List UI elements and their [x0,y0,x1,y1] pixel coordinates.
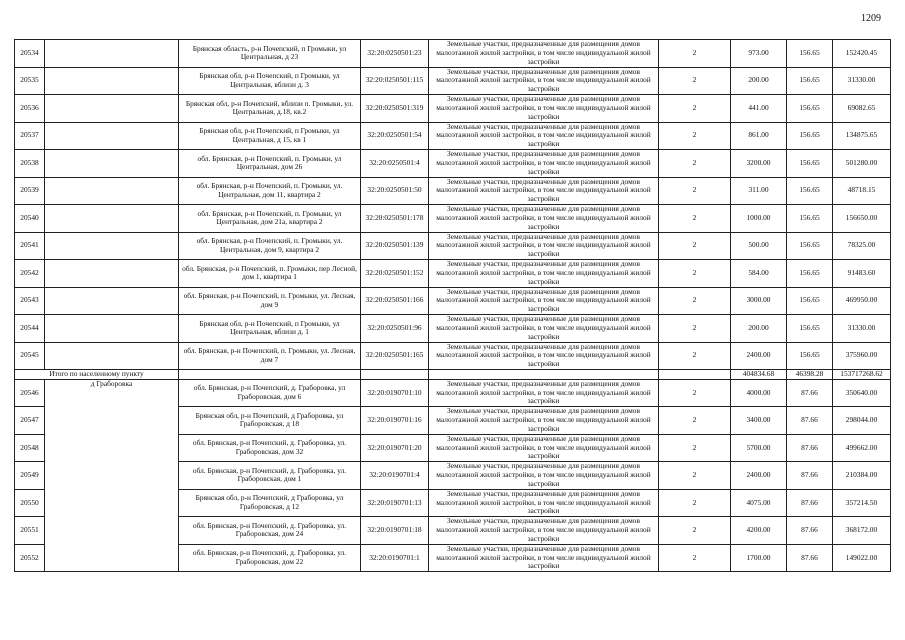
rate-cell: 156.65 [787,40,833,68]
cadastral-number-cell: 32:20:0250501:166 [361,287,429,315]
row-number-cell: 20538 [15,150,45,178]
rate-cell: 156.65 [787,287,833,315]
cadastral-number-cell: 32:20:0250501:96 [361,315,429,343]
table-row [15,67,891,95]
row-number-cell: 20549 [15,462,45,490]
land-use-cell: Земельные участки, предназначенные для размещения домов малоэтажной жилой застройки, в том числе индивидуальной жилой застройки [429,205,659,233]
area-cell: 2400.00 [731,342,787,370]
code-cell: 2 [659,205,731,233]
cadastral-number-cell: 32:20:0250501:319 [361,95,429,123]
cadastral-number-cell: 32:20:0250501:50 [361,177,429,205]
cadastral-number-cell: 32:20:0250501:165 [361,342,429,370]
blank-cell [179,370,361,380]
total-value-cell: 153717268.62 [833,370,891,380]
blank-cell [45,232,179,260]
value-cell: 31330.00 [833,315,891,343]
blank-cell [45,177,179,205]
address-cell: Брянская обл, р-н Почепский, п Громыки, ул Центральная, д 15, кв 1 [179,122,361,150]
table-row [15,342,891,370]
rate-cell: 156.65 [787,122,833,150]
value-cell: 31330.00 [833,67,891,95]
cadastral-number-cell: 32:20:0190701:18 [361,517,429,545]
address-cell: обл. Брянская, р-н Почепский, п. Громыки, пер Лесной, дом 1, квартира 1 [179,260,361,288]
land-use-cell: Земельные участки, предназначенные для размещения домов малоэтажной жилой застройки, в том числе индивидуальной жилой застройки [429,434,659,462]
total-area-cell: 404834.68 [731,370,787,380]
row-number-cell: 20537 [15,122,45,150]
row-number-cell: 20546 [15,379,45,407]
value-cell: 210384.00 [833,462,891,490]
cadastral-number-cell: 32:20:0250501:152 [361,260,429,288]
row-number-cell: 20548 [15,434,45,462]
row-number-cell: 20539 [15,177,45,205]
table-row [15,379,891,407]
area-cell: 5700.00 [731,434,787,462]
blank-cell [45,205,179,233]
blank-cell [659,370,731,380]
cadastral-number-cell: 32:20:0250501:4 [361,150,429,178]
table-row [15,40,891,68]
code-cell: 2 [659,379,731,407]
area-cell: 1700.00 [731,544,787,572]
value-cell: 368172.00 [833,517,891,545]
cadastral-number-cell: 32:20:0190701:4 [361,462,429,490]
blank-cell [45,95,179,123]
page-number: 1209 [861,13,881,24]
table-row [15,232,891,260]
area-cell: 3000.00 [731,287,787,315]
area-cell: 3400.00 [731,407,787,435]
address-cell: обл. Брянская, р-н Почепский, д. Граборовка, ул. Граборовская, дом 32 [179,434,361,462]
value-cell: 375960.00 [833,342,891,370]
rate-cell: 87.66 [787,517,833,545]
land-use-cell: Земельные участки, предназначенные для размещения домов малоэтажной жилой застройки, в том числе индивидуальной жилой застройки [429,122,659,150]
land-use-cell: Земельные участки, предназначенные для размещения домов малоэтажной жилой застройки, в том числе индивидуальной жилой застройки [429,177,659,205]
cadastral-number-cell: 32:20:0250501:178 [361,205,429,233]
row-number-cell: 20534 [15,40,45,68]
value-cell: 78325.00 [833,232,891,260]
address-cell: Брянская обл, р-н Почепский, п Громыки, ул Центральная, вблизи д. 1 [179,315,361,343]
blank-cell [45,315,179,343]
row-number-cell: 20552 [15,544,45,572]
blank-cell [429,370,659,380]
value-cell: 149022.00 [833,544,891,572]
cadastral-number-cell: 32:20:0190701:10 [361,379,429,407]
code-cell: 2 [659,544,731,572]
area-cell: 2400.00 [731,462,787,490]
land-registry-table [14,39,891,572]
land-use-cell: Земельные участки, предназначенные для размещения домов малоэтажной жилой застройки, в том числе индивидуальной жилой застройки [429,67,659,95]
row-number-cell: 20547 [15,407,45,435]
code-cell: 2 [659,407,731,435]
table-row [15,95,891,123]
address-cell: обл. Брянская, р-н Почепский, п. Громыки, ул. Лесная, дом 9 [179,287,361,315]
row-number-cell: 20543 [15,287,45,315]
rate-cell: 87.66 [787,544,833,572]
land-use-cell: Земельные участки, предназначенные для размещения домов малоэтажной жилой застройки, в том числе индивидуальной жилой застройки [429,342,659,370]
code-cell: 2 [659,40,731,68]
value-cell: 134875.65 [833,122,891,150]
total-row [15,370,891,380]
total-rate-cell: 46398.28 [787,370,833,380]
rate-cell: 87.66 [787,434,833,462]
code-cell: 2 [659,122,731,150]
value-cell: 350640.00 [833,379,891,407]
cadastral-number-cell: 32:20:0250501:23 [361,40,429,68]
area-cell: 861.00 [731,122,787,150]
row-number-cell: 20551 [15,517,45,545]
address-cell: обл. Брянская, р-н Почепский, п. Громыки, ул. Центральная, дом 11, квартира 2 [179,177,361,205]
code-cell: 2 [659,342,731,370]
area-cell: 500.00 [731,232,787,260]
code-cell: 2 [659,287,731,315]
area-cell: 4200.00 [731,517,787,545]
value-cell: 152420.45 [833,40,891,68]
table-row [15,150,891,178]
address-cell: обл. Брянская, р-н Почепский, п. Громыки, ул Центральная, дом 26 [179,150,361,178]
address-cell: обл. Брянская, р-н Почепский, д. Граборовка, ул Граборовская, дом 6 [179,379,361,407]
row-number-cell: 20542 [15,260,45,288]
row-number-cell: 20541 [15,232,45,260]
rate-cell: 156.65 [787,177,833,205]
address-cell: обл. Брянская, р-н Почепский, п. Громыки, ул. Центральная, дом 9, квартира 2 [179,232,361,260]
land-use-cell: Земельные участки, предназначенные для размещения домов малоэтажной жилой застройки, в том числе индивидуальной жилой застройки [429,315,659,343]
blank-cell [45,122,179,150]
blank-cell [45,150,179,178]
address-cell: обл. Брянская, р-н Почепский, д. Граборовка, ул. Граборовская, дом 22 [179,544,361,572]
cadastral-number-cell: 32:20:0190701:20 [361,434,429,462]
address-cell: Брянская область, р-н Почепский, п Громыки, ул Центральная, д 23 [179,40,361,68]
address-cell: Брянская обл, р-н Почепский, п Громыки, ул Центральная, вблизи д. 3 [179,67,361,95]
value-cell: 48718.15 [833,177,891,205]
rate-cell: 156.65 [787,205,833,233]
land-use-cell: Земельные участки, предназначенные для размещения домов малоэтажной жилой застройки, в том числе индивидуальной жилой застройки [429,260,659,288]
area-cell: 1000.00 [731,205,787,233]
table-row [15,205,891,233]
code-cell: 2 [659,232,731,260]
address-cell: обл. Брянская, р-н Почепский, д. Граборовка, ул. Граборовская, дом 24 [179,517,361,545]
cadastral-number-cell: 32:20:0250501:139 [361,232,429,260]
land-use-cell: Земельные участки, предназначенные для размещения домов малоэтажной жилой застройки, в том числе индивидуальной жилой застройки [429,40,659,68]
code-cell: 2 [659,150,731,178]
table-row [15,177,891,205]
cadastral-number-cell: 32:20:0190701:13 [361,489,429,517]
rate-cell: 156.65 [787,232,833,260]
area-cell: 311.00 [731,177,787,205]
rate-cell: 156.65 [787,67,833,95]
blank-cell [45,287,179,315]
code-cell: 2 [659,462,731,490]
cadastral-number-cell: 32:20:0190701:1 [361,544,429,572]
code-cell: 2 [659,95,731,123]
value-cell: 501280.00 [833,150,891,178]
value-cell: 91483.60 [833,260,891,288]
row-number-cell: 20535 [15,67,45,95]
area-cell: 4075.00 [731,489,787,517]
cadastral-number-cell: 32:20:0250501:115 [361,67,429,95]
area-cell: 3200.00 [731,150,787,178]
row-number-cell: 20544 [15,315,45,343]
land-use-cell: Земельные участки, предназначенные для размещения домов малоэтажной жилой застройки, в том числе индивидуальной жилой застройки [429,489,659,517]
total-label-cell: Итого по населенному пункту [15,370,179,380]
code-cell: 2 [659,177,731,205]
address-cell: обл. Брянская, р-н Почепский, п. Громыки, ул. Лесная, дом 7 [179,342,361,370]
land-use-cell: Земельные участки, предназначенные для размещения домов малоэтажной жилой застройки, в том числе индивидуальной жилой застройки [429,407,659,435]
blank-cell [45,67,179,95]
rate-cell: 87.66 [787,407,833,435]
code-cell: 2 [659,67,731,95]
code-cell: 2 [659,434,731,462]
area-cell: 4000.00 [731,379,787,407]
land-use-cell: Земельные участки, предназначенные для размещения домов малоэтажной жилой застройки, в том числе индивидуальной жилой застройки [429,517,659,545]
table-row [15,315,891,343]
land-use-cell: Земельные участки, предназначенные для размещения домов малоэтажной жилой застройки, в том числе индивидуальной жилой застройки [429,287,659,315]
rate-cell: 156.65 [787,342,833,370]
land-use-cell: Земельные участки, предназначенные для размещения домов малоэтажной жилой застройки, в том числе индивидуальной жилой застройки [429,462,659,490]
row-number-cell: 20545 [15,342,45,370]
address-cell: Брянская обл, р-н Почепский, д Граборовка, ул Граборовская, д 18 [179,407,361,435]
land-use-cell: Земельные участки, предназначенные для размещения домов малоэтажной жилой застройки, в том числе индивидуальной жилой застройки [429,150,659,178]
row-number-cell: 20540 [15,205,45,233]
address-cell: Брянская обл, р-н Почепский, д Граборовка, ул Граборовская, д 12 [179,489,361,517]
address-cell: обл. Брянская, р-н Почепский, п. Громыки, ул Центральная, дом 21а, квартира 2 [179,205,361,233]
value-cell: 298044.00 [833,407,891,435]
table-row [15,287,891,315]
table-row [15,260,891,288]
area-cell: 200.00 [731,315,787,343]
address-cell: обл. Брянская, р-н Почепский, д. Граборовка, ул. Граборовская, дом 1 [179,462,361,490]
rate-cell: 87.66 [787,489,833,517]
blank-cell [45,260,179,288]
cadastral-number-cell: 32:20:0190701:16 [361,407,429,435]
land-use-cell: Земельные участки, предназначенные для размещения домов малоэтажной жилой застройки, в том числе индивидуальной жилой застройки [429,544,659,572]
row-number-cell: 20550 [15,489,45,517]
address-cell: Брянская обл, р-н Почепский, вблизи п. Громыки, ул. Центральная, д.18, кв.2 [179,95,361,123]
code-cell: 2 [659,517,731,545]
area-cell: 973.00 [731,40,787,68]
area-cell: 200.00 [731,67,787,95]
rate-cell: 156.65 [787,260,833,288]
rate-cell: 156.65 [787,150,833,178]
code-cell: 2 [659,260,731,288]
area-cell: 584.00 [731,260,787,288]
land-use-cell: Земельные участки, предназначенные для размещения домов малоэтажной жилой застройки, в том числе индивидуальной жилой застройки [429,232,659,260]
land-use-cell: Земельные участки, предназначенные для размещения домов малоэтажной жилой застройки, в том числе индивидуальной жилой застройки [429,379,659,407]
settlement-name-cell: д Граборовка [45,379,179,572]
code-cell: 2 [659,489,731,517]
value-cell: 469950.00 [833,287,891,315]
rate-cell: 87.66 [787,462,833,490]
cadastral-number-cell: 32:20:0250501:54 [361,122,429,150]
rate-cell: 156.65 [787,95,833,123]
rate-cell: 156.65 [787,315,833,343]
value-cell: 499662.00 [833,434,891,462]
blank-cell [361,370,429,380]
code-cell: 2 [659,315,731,343]
blank-cell [45,342,179,370]
value-cell: 69082.65 [833,95,891,123]
land-use-cell: Земельные участки, предназначенные для размещения домов малоэтажной жилой застройки, в том числе индивидуальной жилой застройки [429,95,659,123]
blank-cell [45,40,179,68]
area-cell: 441.00 [731,95,787,123]
value-cell: 357214.50 [833,489,891,517]
table-row [15,122,891,150]
row-number-cell: 20536 [15,95,45,123]
rate-cell: 87.66 [787,379,833,407]
value-cell: 156650.00 [833,205,891,233]
